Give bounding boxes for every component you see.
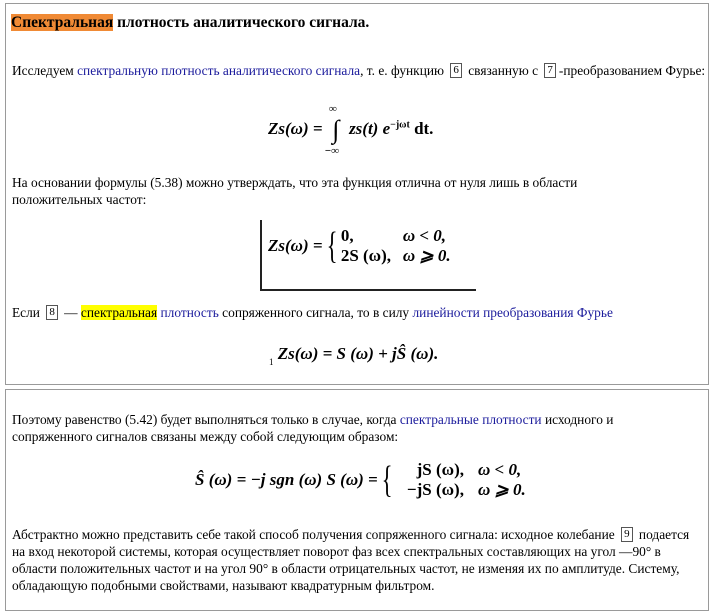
integral-upper: ∞ xyxy=(328,103,337,115)
formula-exponent: −jωt xyxy=(390,119,410,131)
text-run: связанную с xyxy=(464,63,542,78)
section-panel-2 xyxy=(5,389,709,611)
link-density[interactable]: плотность xyxy=(160,305,219,320)
formula-piecewise-Z: Zs(ω) ={ 0, ω < 0, 2S (ω), ω ⩾ 0. xyxy=(268,225,451,267)
formula-lhs: Zs(ω) = xyxy=(268,236,323,255)
formula-marker: 1 xyxy=(269,357,274,367)
text-run: -преобразованием Фурье: xyxy=(558,63,706,78)
text-run: , т. е. функцию xyxy=(360,63,448,78)
text-run: Поэтому равенство (5.42) будет выполняться только в случае, когда xyxy=(12,412,400,427)
formula-lhs: Ŝ (ω) = −j sgn (ω) S (ω) = xyxy=(195,470,378,489)
link-fourier-linearity[interactable]: линейности преобразования Фурье xyxy=(412,305,613,320)
paragraph-conjugate xyxy=(12,304,708,321)
text-run: Абстрактно можно представить себе такой способ получения сопряженного сигнала: исходное колебание xyxy=(12,527,619,542)
highlighted-term: спектральная xyxy=(80,305,158,320)
link-spectral-densities[interactable]: спектральные плотности xyxy=(399,412,542,427)
text-run: подается на вход некоторой системы, которая осуществляет поворот фаз всех спектральных составляющих на угол —90° в области положительных частот и на угол 90° в области отрицательных частот, не изменяя их по амплитуде. Систему, обладающую подобными свойствами, называют квадратурным фильтром. xyxy=(12,527,690,593)
formula-ref-8: 8 xyxy=(46,305,58,320)
case-1-condition: ω < 0, xyxy=(402,226,447,245)
case-2-value: 2S (ω), xyxy=(340,246,392,265)
text-run: Если xyxy=(12,305,44,320)
formula-text: Zs(ω) = S (ω) + jŜ (ω). xyxy=(277,344,439,363)
paragraph-intro xyxy=(12,62,708,79)
integral-sign: ∞ ∫ −∞ xyxy=(324,103,340,157)
formula-lhs: Zs(ω) = xyxy=(268,118,327,138)
formula-spectral-integral xyxy=(268,103,434,157)
piecewise-cases xyxy=(341,226,451,266)
formula-Z-sum xyxy=(269,344,438,367)
case-2-condition: ω ⩾ 0. xyxy=(477,480,526,499)
text-run: — xyxy=(60,305,81,320)
case-1-value: jS (ω), xyxy=(416,460,464,479)
text-run: исходного и сопряженного сигналов связаны между собой следующим образом: xyxy=(12,412,614,444)
case-1-condition: ω < 0, xyxy=(477,460,522,479)
formula-dt: dt. xyxy=(409,118,434,138)
section-title xyxy=(11,14,369,32)
piecewise-cases xyxy=(396,460,526,500)
text-run: сопряженного сигнала, то в силу xyxy=(218,305,413,320)
paragraph-condition xyxy=(12,411,672,445)
formula-hilbert-spectrum: Ŝ (ω) = −j sgn (ω) S (ω) ={ jS (ω), ω < 0, −jS (ω), ω ⩾ 0. xyxy=(195,459,526,501)
formula-ref-7: 7 xyxy=(544,63,556,78)
case-1-value: 0, xyxy=(340,226,354,245)
case-2-value: −jS (ω), xyxy=(406,480,464,499)
formula-ref-6: 6 xyxy=(450,63,462,78)
integral-lower: −∞ xyxy=(324,145,339,157)
title-highlight: Спектральная xyxy=(11,14,114,31)
link-spectral-density-analytic[interactable]: спектральную плотность аналитического сигнала xyxy=(77,63,361,78)
text-run: Исследуем xyxy=(12,63,78,78)
formula-body: zs(t) e xyxy=(349,118,391,138)
formula-ref-9: 9 xyxy=(621,527,633,542)
case-2-condition: ω ⩾ 0. xyxy=(402,246,451,265)
title-rest: плотность аналитического сигнала. xyxy=(113,14,370,31)
paragraph-positive-freq: На основании формулы (5.38) можно утверждать, что эта функция отлична от нуля лишь в области положительных частот: xyxy=(12,175,578,207)
paragraph-quadrature-filter xyxy=(12,526,700,594)
section-panel-1 xyxy=(5,3,709,385)
